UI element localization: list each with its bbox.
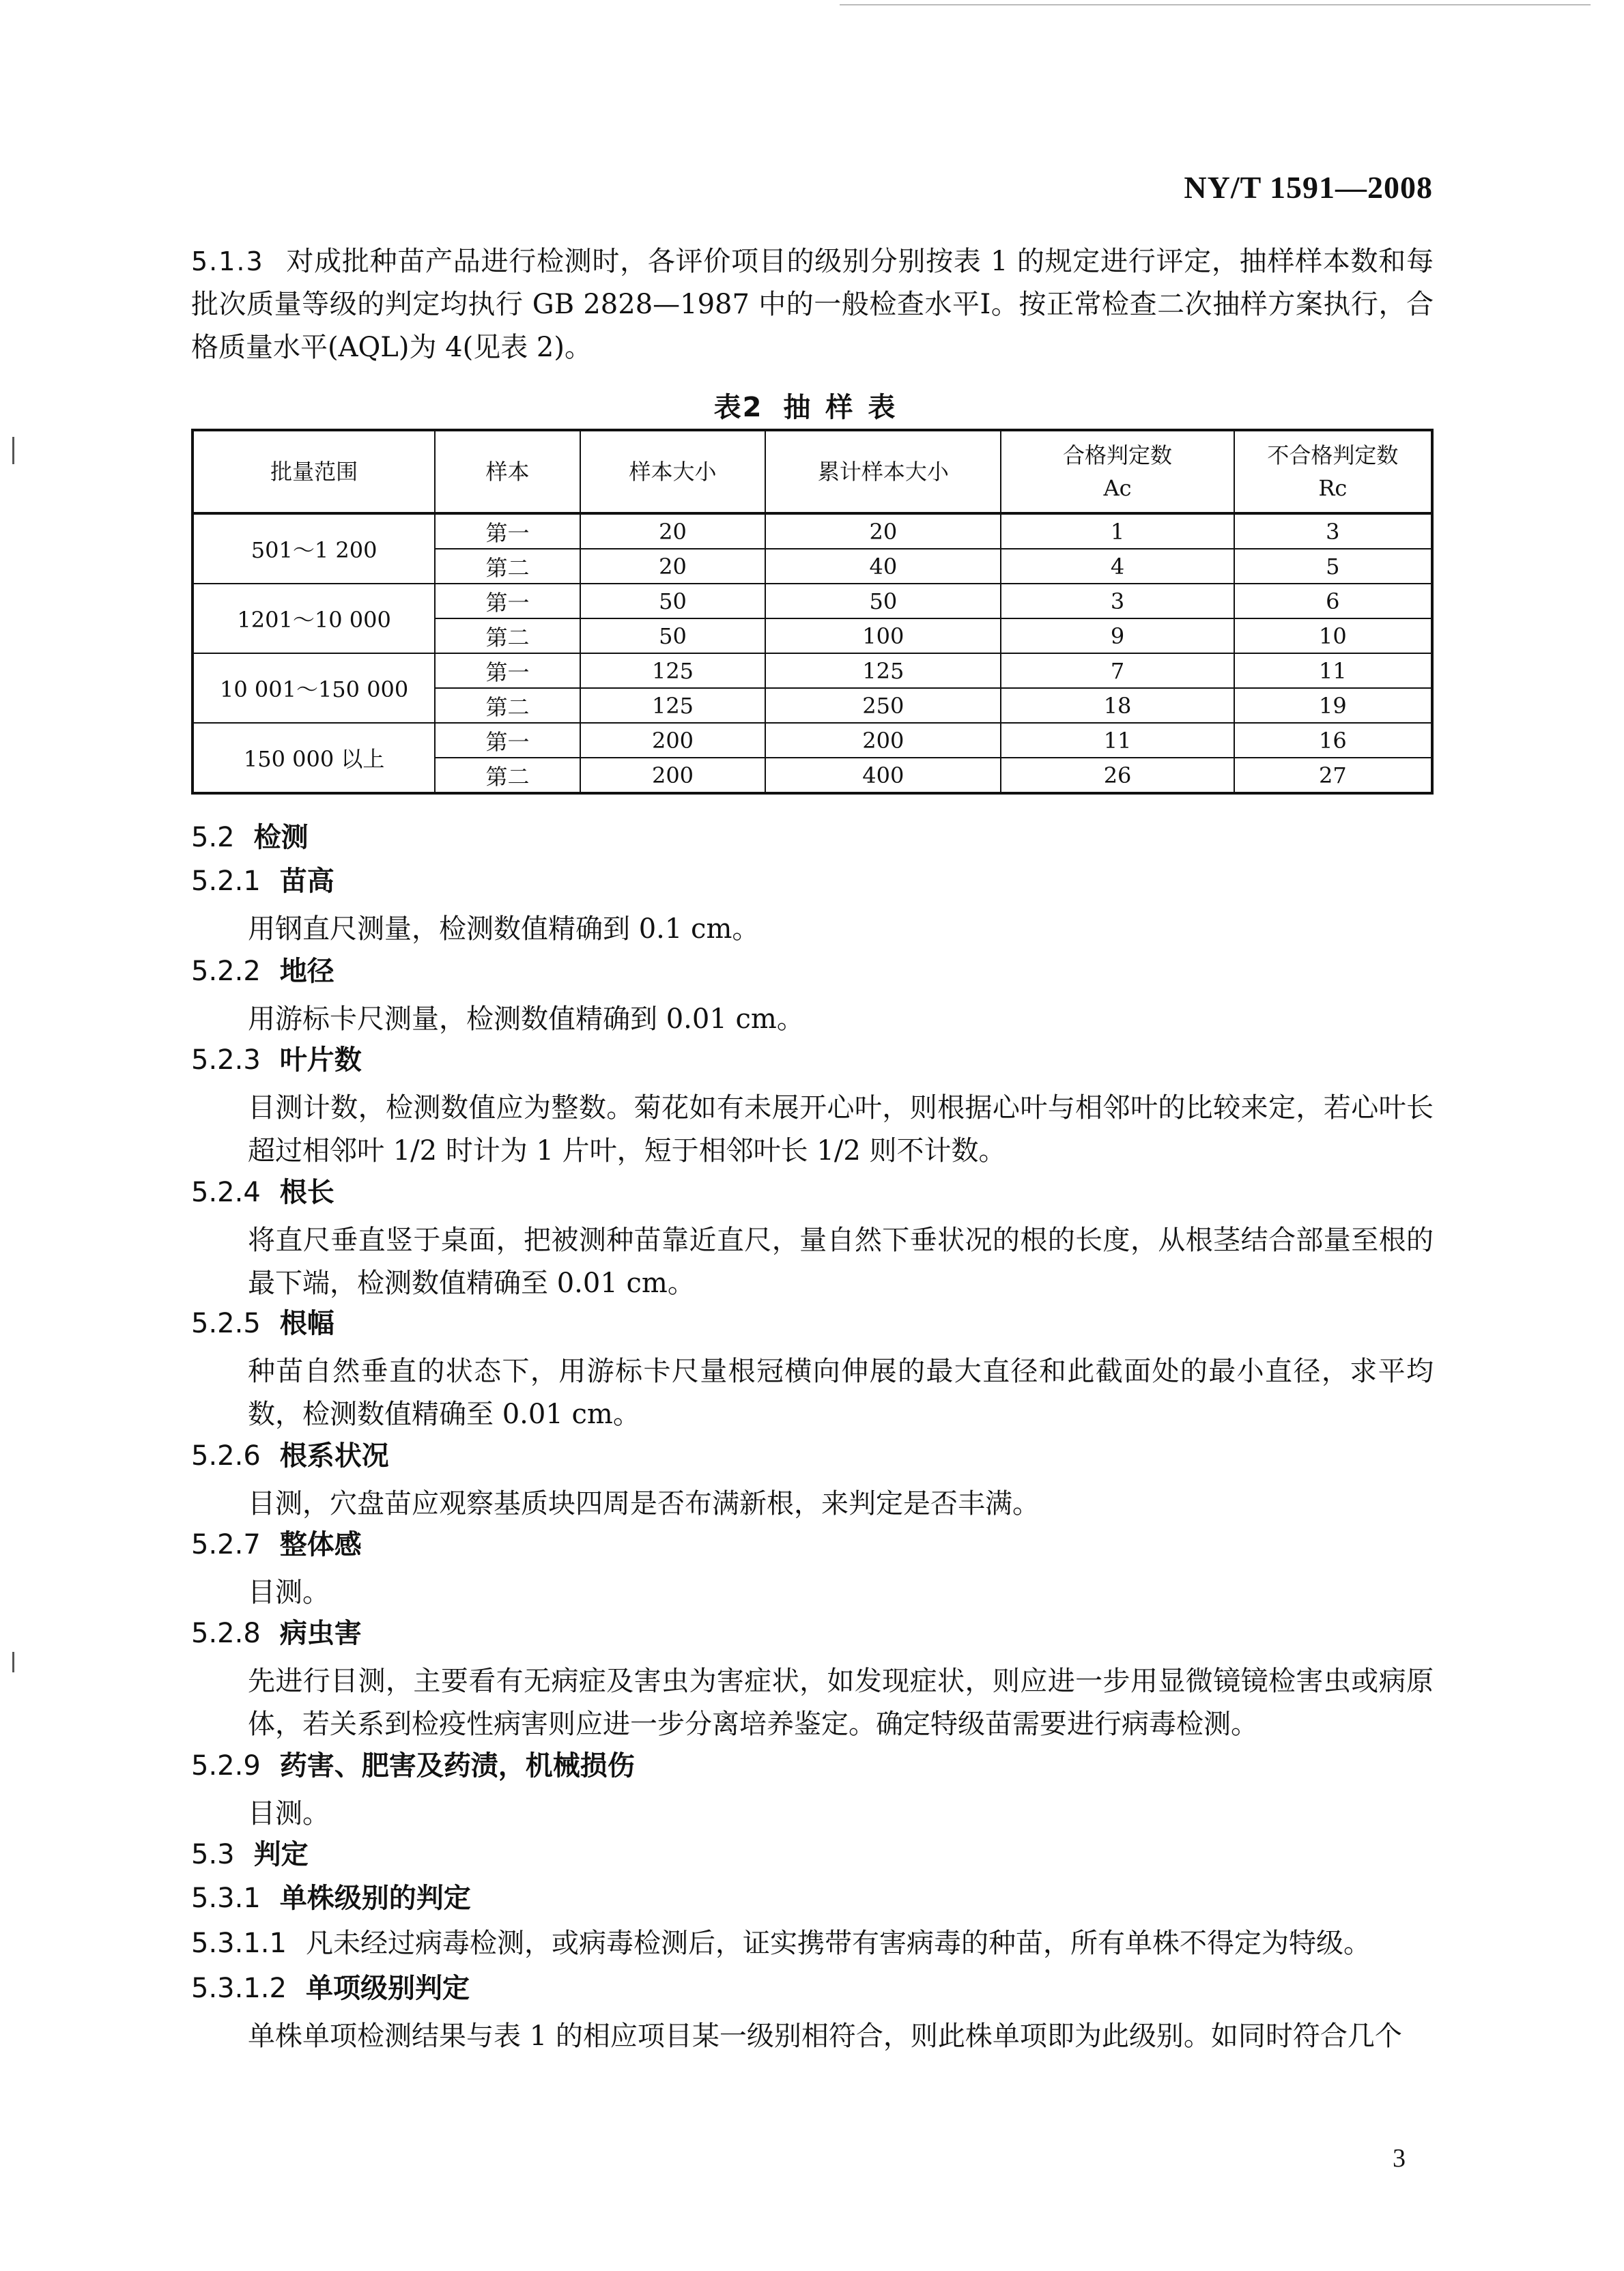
ac-cell: 9: [1001, 618, 1234, 653]
page-number: 3: [1393, 2144, 1406, 2173]
section-title: 单项级别判定: [305, 1973, 470, 2004]
ac-cell: 7: [1001, 653, 1234, 688]
sample-cell: 第二: [435, 758, 580, 793]
re-cell: 11: [1234, 653, 1432, 688]
section-5-3-1-2-text: 单株单项检测结果与表 1 的相应项目某一级别相符合，则此株单项即为此级别。如同时符合几个: [248, 2020, 1402, 2052]
section-5-2-3-text: 目测计数，检测数值应为整数。菊花如有未展开心叶，则根据心叶与相邻叶的比较来定，若心叶长超过相邻叶 1/2 时计为 1 片叶，短于相邻叶长 1/2 则不计数。: [248, 1092, 1434, 1167]
sample-cell: 第一: [435, 723, 580, 758]
clause-5-1-3: [191, 240, 1434, 369]
cum-cell: 200: [765, 723, 1001, 758]
re-cell: 10: [1234, 618, 1432, 653]
ac-cell: 26: [1001, 758, 1234, 793]
section-title: 病虫害: [279, 1618, 362, 1649]
header-ac-label: 合格判定数: [1063, 442, 1173, 468]
section-title: 判定: [253, 1839, 309, 1870]
section-5-2-heading: [191, 820, 309, 855]
section-5-2-7-text: 目测。: [248, 1577, 330, 1608]
re-cell: 19: [1234, 688, 1432, 723]
section-5-2-4-text: 将直尺垂直竖于桌面，把被测种苗靠近直尺，量自然下垂状况的根的长度，从根茎结合部量至根的最下端，检测数值精确至 0.01 cm。: [248, 1225, 1434, 1299]
section-number: 5.2.9: [191, 1750, 261, 1782]
section-5-2-7-heading: [191, 1528, 362, 1562]
ac-cell: 1: [1001, 513, 1234, 549]
sample-cell: 第二: [435, 688, 580, 723]
section-number: 5.2.4: [191, 1177, 261, 1208]
sample-cell: 第一: [435, 513, 580, 549]
section-5-2-2-heading: [191, 954, 334, 988]
section-number: 5.2.2: [191, 956, 261, 987]
table-label: 表2: [713, 392, 763, 423]
section-5-2-8-text: 先进行目测，主要看有无病症及害虫为害症状，如发现症状，则应进一步用显微镜镜检害虫或病原体，若关系到检疫性病害则应进一步分离培养鉴定。确定特级苗需要进行病毒检测。: [248, 1666, 1434, 1740]
section-5-2-9-heading: [191, 1749, 635, 1783]
size-cell: 125: [580, 653, 765, 688]
re-cell: 3: [1234, 513, 1432, 549]
section-5-2-6-text: 目测，穴盘苗应观察基质块四周是否布满新根，来判定是否丰满。: [248, 1488, 1040, 1519]
clause-number: 5.1.3: [191, 246, 264, 276]
header-re-label: 不合格判定数: [1267, 442, 1399, 468]
section-5-3-1-heading: [191, 1881, 471, 1915]
clause-text: 对成批种苗产品进行检测时，各评价项目的级别分别按表 1 的规定进行评定，抽样样本数和每批次质量等级的判定均执行 GB 2828—1987 中的一般检查水平Ⅰ。按正常检查二次抽样方案执行，合格质量水平(AQL)为 4(见表 2)。: [191, 246, 1434, 363]
header-sample-size: 样本大小: [580, 430, 765, 513]
size-cell: 200: [580, 758, 765, 793]
section-number: 5.2.6: [191, 1440, 261, 1472]
cum-cell: 125: [765, 653, 1001, 688]
cum-cell: 40: [765, 549, 1001, 584]
cum-cell: 100: [765, 618, 1001, 653]
section-title: 地径: [279, 956, 334, 987]
cum-cell: 20: [765, 513, 1001, 549]
cum-cell: 400: [765, 758, 1001, 793]
size-cell: 50: [580, 618, 765, 653]
lot-range-cell: 10 001～150 000: [193, 653, 435, 723]
ac-cell: 4: [1001, 549, 1234, 584]
section-number: 5.3.1.1: [191, 1928, 287, 1959]
size-cell: 20: [580, 549, 765, 584]
section-title: 叶片数: [279, 1044, 362, 1076]
re-cell: 6: [1234, 584, 1432, 618]
ac-cell: 11: [1001, 723, 1234, 758]
size-cell: 20: [580, 513, 765, 549]
section-5-3-heading: [191, 1838, 309, 1872]
standard-code: NY/T 1591—2008: [1184, 170, 1433, 205]
section-title: 单株级别的判定: [279, 1883, 471, 1914]
table-row: [193, 513, 1432, 549]
section-title: 根幅: [279, 1308, 334, 1339]
section-5-2-4-heading: [191, 1175, 334, 1210]
table-name: 抽样表: [783, 392, 911, 423]
cum-cell: 50: [765, 584, 1001, 618]
section-number: 5.2: [191, 822, 235, 853]
table-row: [193, 584, 1432, 618]
section-5-2-5-text: 种苗自然垂直的状态下，用游标卡尺量根冠横向伸展的最大直径和此截面处的最小直径，求平均数，检测数值精确至 0.01 cm。: [248, 1356, 1434, 1430]
section-5-2-3-heading: [191, 1043, 362, 1077]
section-5-3-1-1: [191, 1926, 1371, 1960]
section-number: 5.3.1: [191, 1883, 261, 1914]
section-number: 5.3.1.2: [191, 1973, 287, 2004]
ac-cell: 3: [1001, 584, 1234, 618]
section-number: 5.3: [191, 1839, 235, 1870]
section-number: 5.2.7: [191, 1529, 261, 1560]
section-5-2-9-text: 目测。: [248, 1798, 330, 1829]
section-5-2-8-heading: [191, 1616, 362, 1651]
section-title: 根长: [279, 1177, 334, 1208]
section-title: 根系状况: [279, 1440, 389, 1472]
re-cell: 16: [1234, 723, 1432, 758]
section-5-2-1-text: 用钢直尺测量，检测数值精确到 0.1 cm。: [248, 913, 760, 945]
scan-mark: [12, 437, 14, 464]
header-ac-symbol: Ac: [1103, 475, 1132, 501]
lot-range-cell: 501～1 200: [193, 513, 435, 584]
section-number: 5.2.8: [191, 1618, 261, 1649]
section-number: 5.2.1: [191, 866, 261, 897]
header-lot-range: 批量范围: [193, 430, 435, 513]
header-re-symbol: Rc: [1318, 475, 1348, 501]
size-cell: 200: [580, 723, 765, 758]
lot-range-cell: 1201～10 000: [193, 584, 435, 653]
table-row: [193, 653, 1432, 688]
sample-cell: 第一: [435, 653, 580, 688]
section-title: 整体感: [279, 1529, 362, 1560]
section-title: 药害、肥害及药渍，机械损伤: [279, 1750, 635, 1782]
table-title: [0, 386, 1624, 425]
lot-range-cell: 150 000 以上: [193, 723, 435, 793]
scan-mark: [840, 4, 1591, 5]
sample-cell: 第一: [435, 584, 580, 618]
header-cumulative-size: 累计样本大小: [765, 430, 1001, 513]
section-number: 5.2.3: [191, 1044, 261, 1076]
size-cell: 125: [580, 688, 765, 723]
table-header-row: [193, 430, 1432, 513]
section-title: 苗高: [279, 866, 334, 897]
header-sample: 样本: [435, 430, 580, 513]
cum-cell: 250: [765, 688, 1001, 723]
section-5-2-2-text: 用游标卡尺测量，检测数值精确到 0.01 cm。: [248, 1003, 804, 1035]
sample-cell: 第二: [435, 549, 580, 584]
section-5-2-1-heading: [191, 864, 334, 898]
table-row: [193, 723, 1432, 758]
sampling-table: [191, 429, 1434, 795]
section-5-2-6-heading: [191, 1439, 389, 1473]
header-acceptance: [1001, 430, 1234, 513]
scan-mark: [12, 1652, 14, 1672]
re-cell: 5: [1234, 549, 1432, 584]
re-cell: 27: [1234, 758, 1432, 793]
section-5-2-5-heading: [191, 1306, 334, 1341]
section-number: 5.2.5: [191, 1308, 261, 1339]
sample-cell: 第二: [435, 618, 580, 653]
section-text: 凡未经过病毒检测，或病毒检测后，证实携带有害病毒的种苗，所有单株不得定为特级。: [305, 1928, 1371, 1959]
section-5-3-1-2-heading: [191, 1971, 470, 2005]
header-rejection: [1234, 430, 1432, 513]
ac-cell: 18: [1001, 688, 1234, 723]
section-title: 检测: [253, 822, 309, 853]
size-cell: 50: [580, 584, 765, 618]
